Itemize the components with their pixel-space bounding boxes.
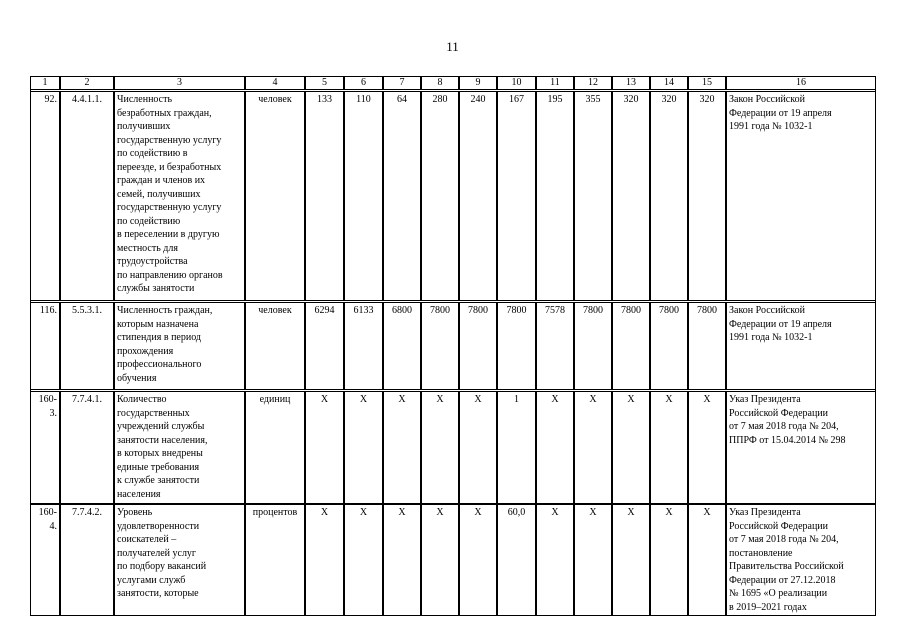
row-code: 7.7.4.2. bbox=[60, 504, 114, 616]
page-number: 11 bbox=[446, 39, 459, 54]
value-cell: 7800 bbox=[688, 302, 726, 390]
value-cell: 320 bbox=[688, 91, 726, 301]
header-cell: 9 bbox=[459, 76, 497, 90]
value-cell: X bbox=[650, 391, 688, 504]
header-cell: 6 bbox=[344, 76, 383, 90]
value-cell: 6294 bbox=[305, 302, 344, 390]
table-row bbox=[30, 91, 876, 301]
value-cell: X bbox=[459, 504, 497, 616]
value-cell: 195 bbox=[536, 91, 574, 301]
value-cell: X bbox=[688, 504, 726, 616]
value-cell: 6800 bbox=[383, 302, 421, 390]
value-cell: X bbox=[574, 391, 612, 504]
header-cell: 7 bbox=[383, 76, 421, 90]
table-row bbox=[30, 302, 876, 390]
legal-basis: Закон Российской Федерации от 19 апреля 1991 года № 1032-1 bbox=[726, 302, 876, 390]
header-cell: 4 bbox=[245, 76, 305, 90]
value-cell: 7800 bbox=[612, 302, 650, 390]
value-cell: 240 bbox=[459, 91, 497, 301]
value-cell: X bbox=[383, 391, 421, 504]
value-cell: X bbox=[536, 391, 574, 504]
header-cell: 13 bbox=[612, 76, 650, 90]
value-cell: X bbox=[344, 504, 383, 616]
value-cell: 7800 bbox=[421, 302, 459, 390]
value-cell: X bbox=[459, 391, 497, 504]
value-cell: 355 bbox=[574, 91, 612, 301]
value-cell: X bbox=[688, 391, 726, 504]
indicator-name: Уровень удовлетворенности соискателей – получателей услуг по подбору вакансий услугами служб занятости, которые bbox=[114, 504, 245, 616]
value-cell: X bbox=[650, 504, 688, 616]
table-row bbox=[30, 504, 876, 616]
value-cell: 6133 bbox=[344, 302, 383, 390]
header-cell: 16 bbox=[726, 76, 876, 90]
value-cell: 280 bbox=[421, 91, 459, 301]
value-cell: X bbox=[612, 391, 650, 504]
value-cell: 110 bbox=[344, 91, 383, 301]
table-row bbox=[30, 391, 876, 504]
row-code: 4.4.1.1. bbox=[60, 91, 114, 301]
value-cell: X bbox=[574, 504, 612, 616]
legal-basis: Закон Российской Федерации от 19 апреля 1991 года № 1032-1 bbox=[726, 91, 876, 301]
value-cell: 7800 bbox=[650, 302, 688, 390]
row-code: 5.5.3.1. bbox=[60, 302, 114, 390]
header-cell: 2 bbox=[60, 76, 114, 90]
value-cell: 64 bbox=[383, 91, 421, 301]
header-cell: 11 bbox=[536, 76, 574, 90]
header-cell: 15 bbox=[688, 76, 726, 90]
value-cell: X bbox=[612, 504, 650, 616]
header-cell: 14 bbox=[650, 76, 688, 90]
value-cell: 1 bbox=[497, 391, 536, 504]
value-cell: X bbox=[536, 504, 574, 616]
row-number: 116. bbox=[30, 302, 60, 390]
unit-cell: процентов bbox=[245, 504, 305, 616]
legal-basis: Указ Президента Российской Федерации от 7 мая 2018 года № 204, постановление Правительства Российской Федерации от 27.12.2018 № 1695 «О реализации в 2019–2021 годах bbox=[726, 504, 876, 616]
header-row bbox=[30, 76, 876, 90]
header-cell: 5 bbox=[305, 76, 344, 90]
indicator-name: Численность граждан, которым назначена стипендия в период прохождения профессионального обучения bbox=[114, 302, 245, 390]
value-cell: 7800 bbox=[459, 302, 497, 390]
value-cell: 320 bbox=[612, 91, 650, 301]
value-cell: X bbox=[421, 504, 459, 616]
value-cell: 167 bbox=[497, 91, 536, 301]
header-cell: 3 bbox=[114, 76, 245, 90]
indicator-name: Численность безработных граждан, получивших государственную услугу по содействию в переезде, и безработных граждан и членов их семей, получивших государственную услугу по содействию в переселении в другую местность для трудоустройства по направлению органов службы занятости bbox=[114, 91, 245, 301]
value-cell: 7800 bbox=[574, 302, 612, 390]
header-cell: 12 bbox=[574, 76, 612, 90]
value-cell: 7578 bbox=[536, 302, 574, 390]
value-cell: 133 bbox=[305, 91, 344, 301]
header-cell: 10 bbox=[497, 76, 536, 90]
row-number: 160-3. bbox=[30, 391, 60, 504]
row-code: 7.7.4.1. bbox=[60, 391, 114, 504]
value-cell: X bbox=[383, 504, 421, 616]
legal-basis: Указ Президента Российской Федерации от 7 мая 2018 года № 204, ППРФ от 15.04.2014 № 298 bbox=[726, 391, 876, 504]
indicators-table bbox=[30, 76, 876, 616]
unit-cell: человек bbox=[245, 302, 305, 390]
value-cell: X bbox=[305, 504, 344, 616]
header-cell: 1 bbox=[30, 76, 60, 90]
unit-cell: единиц bbox=[245, 391, 305, 504]
value-cell: X bbox=[305, 391, 344, 504]
value-cell: 320 bbox=[650, 91, 688, 301]
indicator-name: Количество государственных учреждений службы занятости населения, в которых внедрены единые требования к службе занятости населения bbox=[114, 391, 245, 504]
value-cell: 60,0 bbox=[497, 504, 536, 616]
unit-cell: человек bbox=[245, 91, 305, 301]
row-number: 160-4. bbox=[30, 504, 60, 616]
row-number: 92. bbox=[30, 91, 60, 301]
value-cell: 7800 bbox=[497, 302, 536, 390]
header-cell: 8 bbox=[421, 76, 459, 90]
value-cell: X bbox=[421, 391, 459, 504]
value-cell: X bbox=[344, 391, 383, 504]
